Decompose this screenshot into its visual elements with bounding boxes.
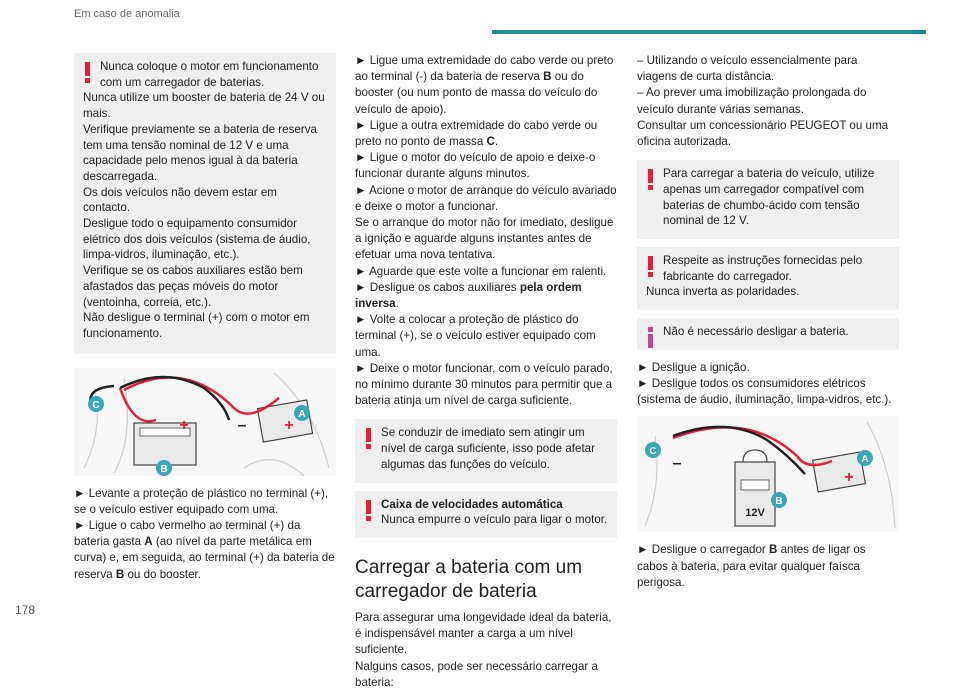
warning-icon (364, 500, 373, 521)
warning-text: Nunca inverta as polaridades. (646, 285, 800, 299)
warning-icon (646, 256, 655, 277)
warning-box-automatic-gearbox (355, 491, 617, 538)
warning-line: Verifique se os cabos auxiliares estão bem afastados das peças móveis do motor (ventoinha, correia, etc.). (83, 264, 303, 309)
warning-icon (364, 428, 373, 449)
step-crank-engine: ► Acione o motor de arranque do veículo avariado e deixe o motor a funcionar. (355, 183, 617, 215)
voltage-label: 12V (745, 507, 765, 520)
minus-sign: – (237, 416, 247, 434)
info-box-battery (637, 318, 899, 350)
step-run-engine: ► Deixe o motor funcionar, com o veículo parado, no mínimo durante 30 minutos para permitir que a bateria atinja um nível de carga suficiente. (355, 361, 617, 410)
warning-box-jump-start (74, 53, 336, 354)
page-number: 178 (15, 603, 36, 617)
warning-line: Os dois veículos não devem estar em contacto. (83, 185, 277, 215)
jump-start-diagram (74, 368, 336, 476)
warning-text: Nunca empurre o veículo para ligar o motor. (381, 513, 608, 527)
step-connect-red-cable: ► Ligue o cabo vermelho ao terminal (+) da bateria gasta A (ao nível da parte metálica em curva) e, em seguida, ao terminal (+) da bateria de reserva B ou do booster. (74, 518, 336, 583)
dash-item: – Utilizando o veículo essencialmente para viagens de curta distância. (637, 54, 858, 84)
plus-sign: + (179, 416, 189, 434)
column-3 (637, 53, 899, 591)
callout-c-label: C (649, 446, 657, 458)
section-heading: Carregar a bateria com um carregador de bateria (355, 556, 583, 602)
step-refit-cover: ► Volte a colocar a proteção de plástico do terminal (+), se o veículo estiver equipado com uma. (355, 312, 617, 361)
step-ignition-off: ► Desligue a ignição. (637, 360, 899, 376)
step-start-assist-vehicle: ► Ligue o motor do veículo de apoio e deixe-o funcionar durante alguns minutos. (355, 150, 617, 182)
charger-illustration (637, 416, 899, 532)
intro-paragraph: Para assegurar uma longevidade ideal da bateria, é indispensável manter a carga a um nível suficiente. (355, 610, 612, 657)
header-accent-bar (492, 30, 926, 34)
jump-start-illustration (74, 368, 336, 476)
callout-b-label: B (775, 496, 783, 508)
step-disconnect-charger: ► Desligue o carregador B antes de ligar os cabos à bateria, para evitar qualquer faísca perigosa. (637, 542, 899, 591)
warning-icon (646, 169, 655, 190)
warning-box-charge-level (355, 419, 617, 482)
warning-line: Nunca coloque o motor em funcionamento com um carregador de baterias. (100, 60, 319, 89)
warning-line: Não desligue o terminal (+) com o motor em funcionamento. (83, 311, 310, 340)
column-2 (355, 53, 617, 691)
warning-icon (83, 62, 92, 83)
step-switch-off-consumers: ► Desligue todos os consumidores elétricos (sistema de áudio, iluminação, limpa-vidros, etc.). (637, 376, 899, 408)
warning-box-charger-type (637, 160, 899, 239)
warning-text: Para carregar a bateria do veículo, utilize apenas um carregador compatível com baterias de chumbo-ácido com tensão nominal de 12 V. (663, 167, 875, 228)
column-1 (74, 53, 336, 583)
callout-a-label: A (861, 454, 869, 466)
header-section-title: Em caso de anomalia (74, 8, 180, 20)
step-connect-green-cable: ► Ligue uma extremidade do cabo verde ou preto ao terminal (-) da bateria de reserva B ou do booster (ou num ponto de massa do veículo do veículo de apoio). (355, 53, 617, 118)
minus-sign: – (672, 455, 682, 473)
retry-note: Se o arranque do motor não for imediato, desligue a ignição e aguarde alguns instantes antes de efetuar uma nova tentativa. (355, 216, 614, 262)
step-idle: ► Aguarde que este volte a funcionar em ralenti. (355, 264, 617, 280)
warning-text: Respeite as instruções fornecidas pelo fabricante do carregador. (663, 254, 863, 283)
callout-c-label: C (92, 399, 100, 411)
dash-item: – Ao prever uma imobilização prolongada do veículo durante várias semanas. (637, 86, 867, 116)
info-icon (646, 327, 655, 348)
warning-box-manufacturer (637, 247, 899, 310)
intro-paragraph: Nalguns casos, pode ser necessário carregar a bateria: (355, 659, 598, 689)
warning-text: Se conduzir de imediato sem atingir um nível de carga suficiente, isso pode afetar algumas das funções do veículo. (381, 426, 595, 471)
charger-diagram (637, 416, 899, 532)
step-lift-cover: ► Levante a proteção de plástico no terminal (+), se o veículo estiver equipado com uma. (74, 486, 336, 518)
info-text: Não é necessário desligar a bateria. (663, 325, 849, 339)
dealer-note: Consultar um concessionário PEUGEOT ou uma oficina autorizada. (637, 118, 889, 149)
callout-a-label: A (298, 408, 306, 420)
step-disconnect-cables: ► Desligue os cabos auxiliares pela ordem inversa. (355, 280, 617, 312)
plus-sign: + (284, 416, 294, 434)
warning-line: Nunca utilize um booster de bateria de 24 V ou mais. (83, 91, 325, 121)
warning-line: Desligue todo o equipamento consumidor elétrico dos dois veículos (sistema de áudio, limpa-vidros, iluminação, etc.). (83, 217, 311, 262)
callout-b-label: B (160, 463, 168, 475)
plus-sign: + (844, 469, 854, 487)
warning-title: Caixa de velocidades automática (381, 497, 563, 511)
step-ground-point: ► Ligue a outra extremidade do cabo verde ou preto no ponto de massa C. (355, 118, 617, 150)
warning-line: Verifique previamente se a bateria de reserva tem uma tensão nominal de 12 V e uma capacidade pelo menos igual à da bateria descarregada. (83, 122, 317, 183)
